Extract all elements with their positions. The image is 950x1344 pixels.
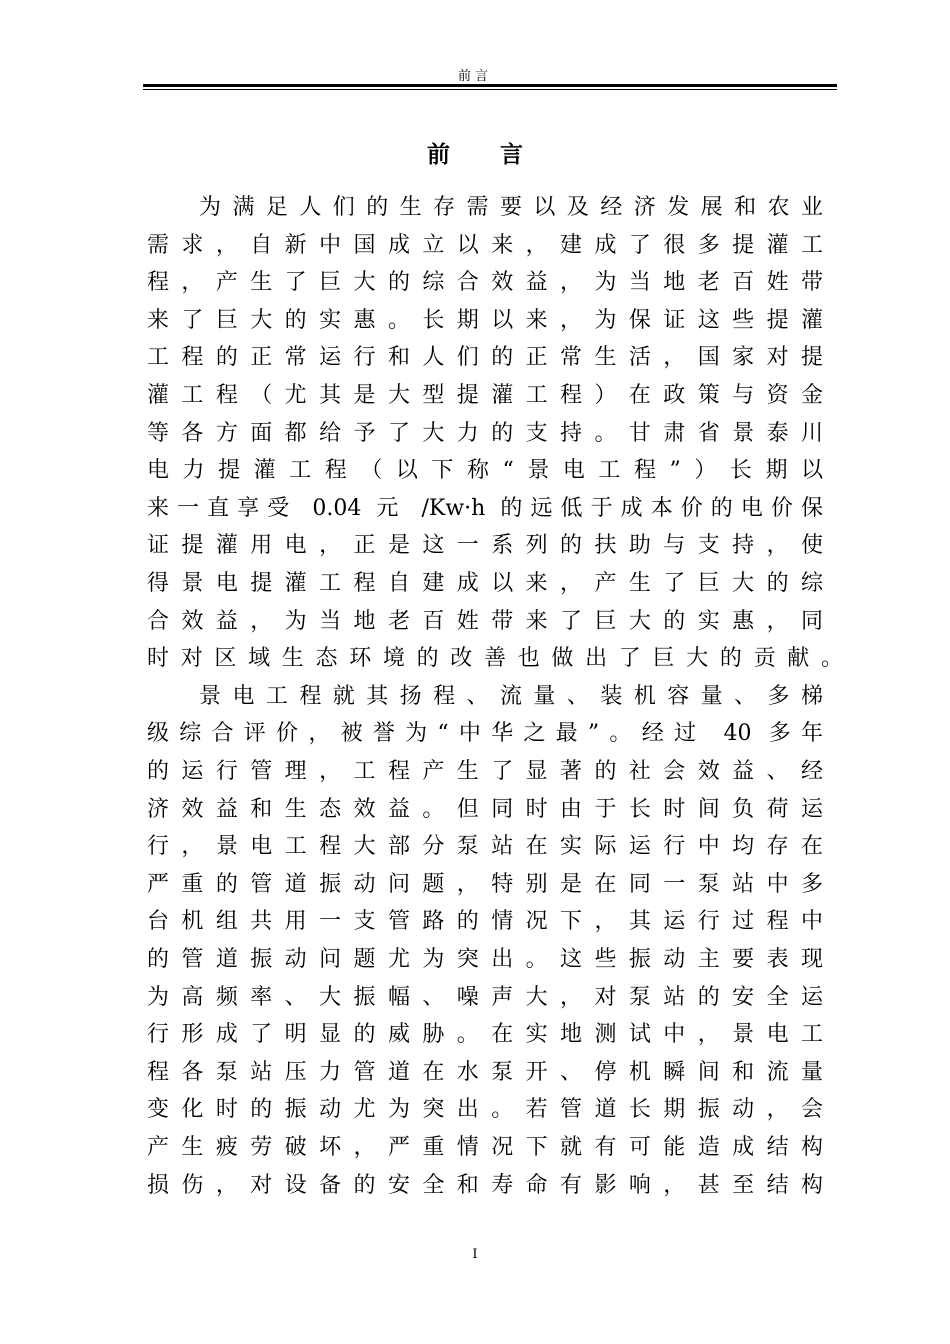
body-line: 来了巨大的实惠。长期以来，为保证这些提灌 [147,307,823,333]
body-line: 损伤，对设备的安全和寿命有影响，甚至结构 [147,1172,823,1198]
body-line: 的运行管理，工程产生了显著的社会效益、经 [147,759,823,784]
body-line: 等各方面都给予了大力的支持。甘肃省景泰川 [147,420,823,446]
body-line: 为满足人们的生存需要以及经济发展和农业 [199,195,823,220]
body-line: 产生疲劳破坏，严重情况下就有可能造成结构 [147,1135,823,1160]
body-line: 行形成了明显的威胁。在实地测试中，景电工 [147,1022,823,1048]
body-line: 景电工程就其扬程、流量、装机容量、多梯 [199,683,823,709]
body-line: 级综合评价，被誉为“中华之最”。经过 40 多年 [147,721,823,747]
body-line: 济效益和生态效益。但同时由于长时间负荷运 [147,796,823,822]
body-line: 台机组共用一支管路的情况下，其运行过程中 [147,909,823,935]
body-line: 变化时的振动尤为突出。若管道长期振动，会 [147,1097,823,1123]
body-line: 需求，自新中国成立以来，建成了很多提灌工 [147,232,823,258]
body-line: 为高频率、大振幅、噪声大，对泵站的安全运 [147,984,823,1010]
page-title: 前言 [427,141,573,168]
body-line: 工程的正常运行和人们的正常生活，国家对提 [147,345,823,371]
body-line: 严重的管道振动问题，特别是在同一泵站中多 [147,871,823,897]
body-line: 电力提灌工程（以下称“景电工程”）长期以 [147,458,823,484]
body-line: 证提灌用电，正是这一系列的扶助与支持，使 [147,533,823,559]
header-rule-thick [143,84,837,87]
body-line: 的管道振动问题尤为突出。这些振动主要表现 [147,947,823,972]
page-number: I [472,1247,478,1262]
body-line: 时对区域生态环境的改善也做出了巨大的贡献。 [147,646,843,672]
body-line: 来一直享受 0.04 元 /Kw·h 的远低于成本价的电价保 [147,495,823,521]
body-line: 灌工程（尤其是大型提灌工程）在政策与资金 [147,383,823,408]
body-line: 行，景电工程大部分泵站在实际运行中均存在 [147,834,823,860]
body-line: 程，产生了巨大的综合效益，为当地老百姓带 [147,270,823,296]
body-line: 程各泵站压力管道在水泵开、停机瞬间和流量 [147,1059,823,1085]
body-line: 得景电提灌工程自建成以来，产生了巨大的综 [147,571,823,596]
running-header: 前言 [457,69,492,84]
header-rule-thin [143,89,837,90]
body-line: 合效益，为当地老百姓带来了巨大的实惠，同 [147,608,823,634]
